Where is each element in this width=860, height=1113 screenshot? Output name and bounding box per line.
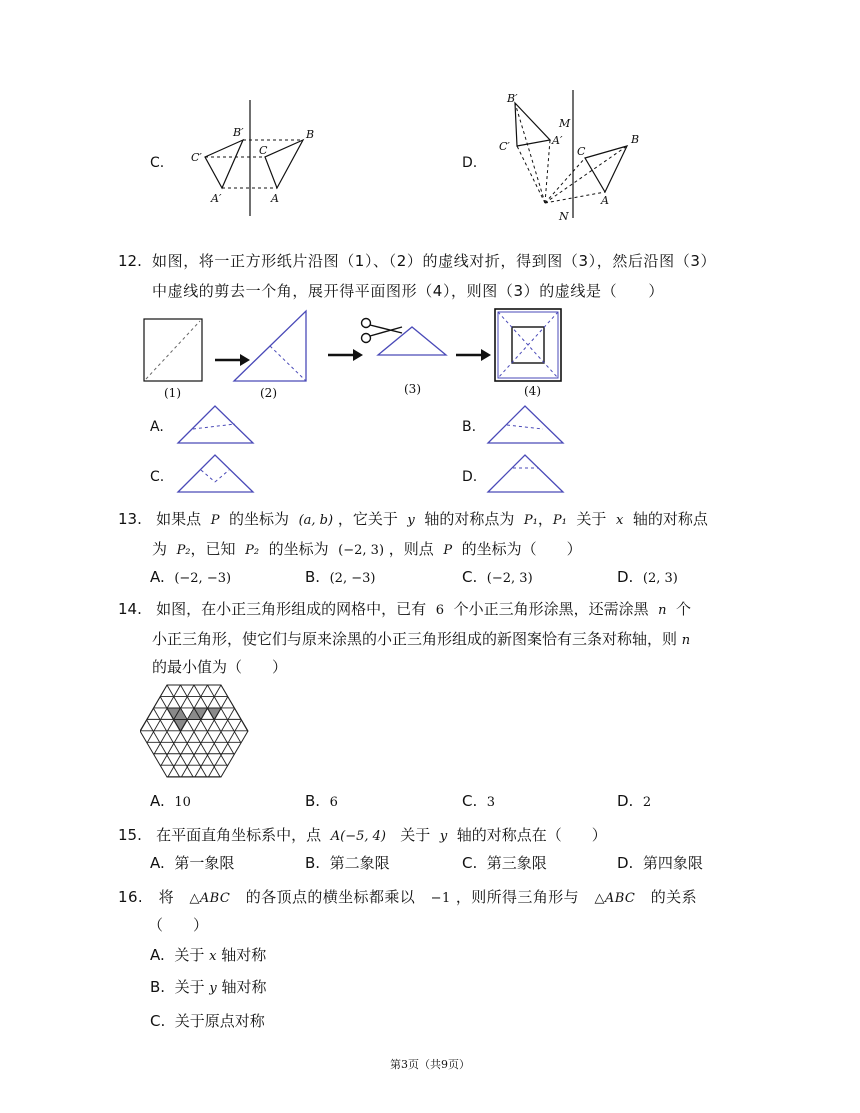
q16-option-b[interactable]: B. 关于 y 轴对称 <box>150 978 267 996</box>
q12-option-a-label[interactable]: A. <box>150 419 164 435</box>
point-label: A <box>601 194 609 207</box>
q12-option-c-label[interactable]: C. <box>150 469 165 485</box>
q15-option-b[interactable]: B. 第二象限 <box>305 854 390 872</box>
q12-number: 12. <box>118 252 142 270</box>
q14-triangle-grid-figure <box>140 680 250 782</box>
q16-line1: 16. 将 △ABC 的各顶点的横坐标都乘以 −1 ，则所得三角形与 △ABC 的关系 <box>118 888 697 906</box>
q12-option-a-figure[interactable] <box>175 403 260 447</box>
q15-option-d[interactable]: D. 第四象限 <box>617 854 703 872</box>
q15-line1: 15. 在平面直角坐标系中，点 A(−5, 4) 关于 y 轴的对称点在（ ） <box>118 826 607 844</box>
page-footer: 第3页（共9页） <box>390 1058 470 1071</box>
q16-line2: （ ） <box>148 916 209 934</box>
q14-line1: 14. 如图，在小正三角形组成的网格中，已有 6 个小正三角形涂黑，还需涂黑 n 个 <box>118 600 692 618</box>
fig-label: (4) <box>524 384 541 398</box>
q12-option-d-figure[interactable] <box>485 452 570 496</box>
point-label: C′ <box>499 140 510 153</box>
q16-option-c[interactable]: C. 关于原点对称 <box>150 1012 265 1030</box>
q13-line1: 13. 如果点 P 的坐标为 (a, b) ，它关于 y 轴的对称点为 P₁，P₁ 关于 x 轴的对称点 <box>118 510 708 528</box>
q12-option-b-label[interactable]: B. <box>462 419 477 435</box>
point-label: B <box>306 128 315 141</box>
q14-option-c[interactable]: C. 3 <box>462 792 496 810</box>
q15-option-c[interactable]: C. 第三象限 <box>462 854 547 872</box>
point-label: C <box>577 145 586 158</box>
q12-option-c-figure[interactable] <box>175 452 260 496</box>
point-label: C′ <box>191 151 202 164</box>
q12-option-b-figure[interactable] <box>485 403 570 447</box>
q11-option-c-label[interactable]: C. <box>150 155 165 171</box>
q14-line2: 小正三角形，使它们与原来涂黑的小正三角形组成的新图案恰有三条对称轴，则 n <box>152 630 691 648</box>
q12-line2: 中虚线的剪去一个角，展开得平面图形（4），则图（3）的虚线是（ ） <box>152 282 664 300</box>
q11-figure-d <box>495 88 655 228</box>
fig-label: (1) <box>164 386 181 400</box>
shaded-triangle <box>208 708 222 720</box>
q14-line3: 的最小值为（ ） <box>152 658 288 676</box>
point-label: B′ <box>507 92 518 105</box>
point-label: C <box>259 144 268 157</box>
point-label: A <box>271 192 279 205</box>
point-label: N <box>559 210 569 223</box>
point-label: A′ <box>552 134 563 147</box>
q15-option-a[interactable]: A. 第一象限 <box>150 854 235 872</box>
point-label: B′ <box>233 126 244 139</box>
q12-line1: 如图，将一正方形纸片沿图（1）、（2）的虚线对折，得到图（3），然后沿图（3） <box>152 252 717 270</box>
q13-option-c[interactable]: C. (−2, 3) <box>462 568 533 586</box>
q13-option-a[interactable]: A. (−2, −3) <box>150 568 232 586</box>
q12-fold-sequence-figure <box>140 305 580 400</box>
point-label: B <box>631 133 640 146</box>
q14-option-a[interactable]: A. 10 <box>150 792 191 810</box>
q13-option-b[interactable]: B. (2, −3) <box>305 568 376 586</box>
q14-option-b[interactable]: B. 6 <box>305 792 338 810</box>
q13-line2: 为 P₂，已知 P₂ 的坐标为 (−2, 3) ，则点 P 的坐标为（ ） <box>152 540 582 558</box>
point-label: A′ <box>211 192 222 205</box>
q13-option-d[interactable]: D. (2, 3) <box>617 568 678 586</box>
q12-option-d-label[interactable]: D. <box>462 469 478 485</box>
scissors-icon <box>362 319 403 343</box>
q11-figure-c <box>185 98 315 218</box>
shaded-triangle <box>174 720 188 732</box>
point-label: M <box>559 117 571 130</box>
q16-option-a[interactable]: A. 关于 x 轴对称 <box>150 946 267 964</box>
fig-label: (2) <box>260 386 277 400</box>
q14-option-d[interactable]: D. 2 <box>617 792 652 810</box>
fig-label: (3) <box>404 382 421 396</box>
q11-option-d-label[interactable]: D. <box>462 155 478 171</box>
